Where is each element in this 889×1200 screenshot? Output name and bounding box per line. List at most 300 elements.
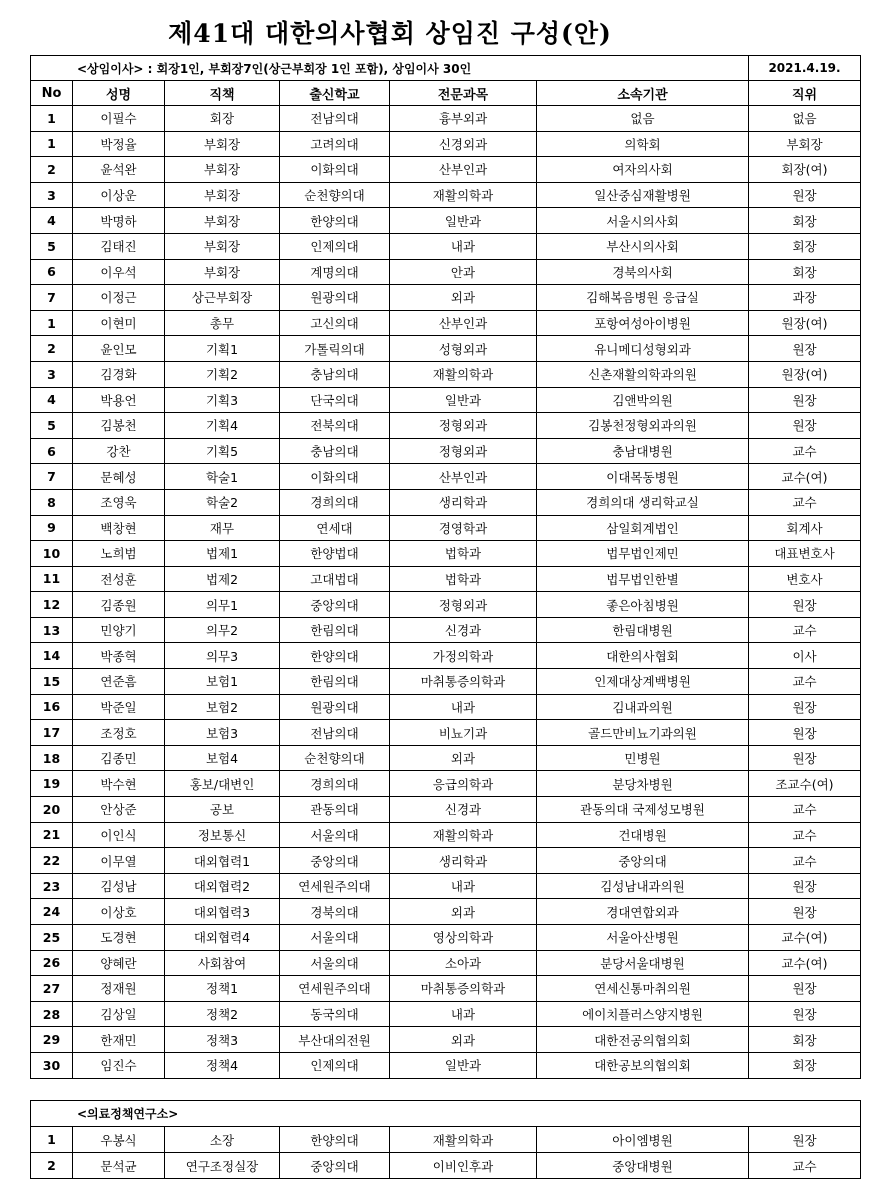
cell-school: 원광의대 [280, 285, 390, 311]
table-row [31, 1127, 861, 1153]
cell-name: 김종민 [73, 745, 165, 771]
cell-no: 27 [31, 976, 73, 1002]
cell-school: 부산대의전원 [280, 1027, 390, 1053]
cell-position: 회장 [749, 259, 861, 285]
cell-position: 대표변호사 [749, 541, 861, 567]
cell-no: 29 [31, 1027, 73, 1053]
table-row [31, 489, 861, 515]
cell-role: 기획3 [165, 387, 280, 413]
cell-role: 부회장 [165, 182, 280, 208]
cell-name: 백창현 [73, 515, 165, 541]
cell-affiliation: 건대병원 [537, 822, 749, 848]
column-header-affiliation: 소속기관 [537, 81, 749, 106]
cell-affiliation: 김봉천정형외과의원 [537, 413, 749, 439]
table-row [31, 233, 861, 259]
cell-school: 가톨릭의대 [280, 336, 390, 362]
table-row [31, 899, 861, 925]
cell-no: 26 [31, 950, 73, 976]
cell-school: 관동의대 [280, 797, 390, 823]
cell-specialty: 생리학과 [390, 489, 537, 515]
table-row [31, 566, 861, 592]
cell-specialty: 법학과 [390, 541, 537, 567]
section-title-row [31, 1101, 861, 1127]
cell-no: 1 [31, 1127, 73, 1153]
cell-no: 4 [31, 208, 73, 234]
cell-affiliation: 중앙대병원 [537, 1153, 749, 1179]
cell-specialty: 내과 [390, 873, 537, 899]
cell-position: 원장 [749, 976, 861, 1002]
cell-school: 충남의대 [280, 438, 390, 464]
cell-role: 의무1 [165, 592, 280, 618]
cell-name: 이무열 [73, 848, 165, 874]
table-row [31, 336, 861, 362]
cell-no: 7 [31, 464, 73, 490]
cell-no: 1 [31, 106, 73, 132]
cell-position: 원장 [749, 873, 861, 899]
cell-specialty: 내과 [390, 1001, 537, 1027]
table-row [31, 976, 861, 1002]
table-row [31, 873, 861, 899]
cell-name: 김상일 [73, 1001, 165, 1027]
cell-affiliation: 경대연합외과 [537, 899, 749, 925]
cell-role: 총무 [165, 310, 280, 336]
cell-school: 인제의대 [280, 1052, 390, 1078]
cell-position: 원장 [749, 899, 861, 925]
cell-name: 박정율 [73, 131, 165, 157]
cell-specialty: 신경외과 [390, 131, 537, 157]
cell-affiliation: 의학회 [537, 131, 749, 157]
cell-position: 회장 [749, 208, 861, 234]
cell-name: 안상준 [73, 797, 165, 823]
cell-no: 14 [31, 643, 73, 669]
table-row [31, 694, 861, 720]
cell-school: 연세대 [280, 515, 390, 541]
cell-name: 박수현 [73, 771, 165, 797]
table-row [31, 182, 861, 208]
cell-specialty: 가정의학과 [390, 643, 537, 669]
cell-affiliation: 부산시의사회 [537, 233, 749, 259]
cell-affiliation: 법무법인한별 [537, 566, 749, 592]
cell-role: 부회장 [165, 259, 280, 285]
cell-specialty: 산부인과 [390, 310, 537, 336]
cell-position: 교수 [749, 617, 861, 643]
cell-school: 순천향의대 [280, 182, 390, 208]
cell-affiliation: 없음 [537, 106, 749, 132]
header-row [31, 81, 861, 106]
cell-role: 기획2 [165, 361, 280, 387]
cell-no: 16 [31, 694, 73, 720]
cell-school: 원광의대 [280, 694, 390, 720]
cell-specialty: 소아과 [390, 950, 537, 976]
cell-role: 법제2 [165, 566, 280, 592]
cell-role: 부회장 [165, 131, 280, 157]
cell-no: 5 [31, 413, 73, 439]
cell-no: 4 [31, 387, 73, 413]
cell-affiliation: 중앙의대 [537, 848, 749, 874]
cell-specialty: 일반과 [390, 208, 537, 234]
cell-position: 원장 [749, 694, 861, 720]
cell-specialty: 마취통증의학과 [390, 976, 537, 1002]
cell-school: 중앙의대 [280, 848, 390, 874]
cell-name: 김종원 [73, 592, 165, 618]
cell-position: 원장(여) [749, 310, 861, 336]
cell-role: 보험1 [165, 669, 280, 695]
cell-position: 원장 [749, 413, 861, 439]
cell-affiliation: 일산중심재활병원 [537, 182, 749, 208]
cell-name: 김태진 [73, 233, 165, 259]
cell-position: 원장(여) [749, 361, 861, 387]
cell-affiliation: 대한전공의협의회 [537, 1027, 749, 1053]
cell-position: 회장 [749, 1027, 861, 1053]
cell-role: 정책3 [165, 1027, 280, 1053]
section-title: <의료정책연구소> [31, 1101, 861, 1127]
cell-name: 김봉천 [73, 413, 165, 439]
cell-role: 정책2 [165, 1001, 280, 1027]
cell-role: 의무3 [165, 643, 280, 669]
cell-affiliation: 좋은아침병원 [537, 592, 749, 618]
table-row [31, 438, 861, 464]
cell-role: 학술2 [165, 489, 280, 515]
cell-name: 박용언 [73, 387, 165, 413]
cell-affiliation: 포항여성아이병원 [537, 310, 749, 336]
cell-position: 회장(여) [749, 157, 861, 183]
cell-specialty: 재활의학과 [390, 361, 537, 387]
cell-affiliation: 분당차병원 [537, 771, 749, 797]
cell-position: 회장 [749, 233, 861, 259]
cell-no: 8 [31, 489, 73, 515]
cell-affiliation: 아이엠병원 [537, 1127, 749, 1153]
cell-role: 보험2 [165, 694, 280, 720]
table-row [31, 1153, 861, 1179]
cell-name: 연준흠 [73, 669, 165, 695]
table-row [31, 720, 861, 746]
cell-affiliation: 분당서울대병원 [537, 950, 749, 976]
cell-specialty: 산부인과 [390, 157, 537, 183]
cell-role: 소장 [165, 1127, 280, 1153]
cell-position: 원장 [749, 336, 861, 362]
cell-no: 24 [31, 899, 73, 925]
table-row [31, 310, 861, 336]
cell-position: 원장 [749, 745, 861, 771]
cell-role: 홍보/대변인 [165, 771, 280, 797]
table-row [31, 771, 861, 797]
cell-specialty: 안과 [390, 259, 537, 285]
cell-affiliation: 민병원 [537, 745, 749, 771]
cell-school: 서울의대 [280, 822, 390, 848]
cell-position: 변호사 [749, 566, 861, 592]
cell-name: 박명하 [73, 208, 165, 234]
cell-position: 회계사 [749, 515, 861, 541]
cell-name: 이상운 [73, 182, 165, 208]
column-header-specialty: 전문과목 [390, 81, 537, 106]
cell-position: 교수(여) [749, 464, 861, 490]
cell-name: 김경화 [73, 361, 165, 387]
cell-name: 윤석완 [73, 157, 165, 183]
cell-no: 11 [31, 566, 73, 592]
cell-school: 연세원주의대 [280, 976, 390, 1002]
cell-school: 경희의대 [280, 771, 390, 797]
table-row [31, 1027, 861, 1053]
info-row [31, 56, 861, 81]
table-row [31, 1052, 861, 1078]
cell-no: 2 [31, 157, 73, 183]
cell-no: 28 [31, 1001, 73, 1027]
cell-position: 교수 [749, 797, 861, 823]
cell-role: 부회장 [165, 157, 280, 183]
officers-table [30, 55, 861, 1079]
cell-no: 2 [31, 336, 73, 362]
cell-affiliation: 연세신통마취의원 [537, 976, 749, 1002]
cell-no: 10 [31, 541, 73, 567]
table-row [31, 157, 861, 183]
cell-name: 정재원 [73, 976, 165, 1002]
policy-institute-table [30, 1100, 861, 1179]
cell-school: 한양의대 [280, 208, 390, 234]
cell-no: 23 [31, 873, 73, 899]
cell-name: 전성훈 [73, 566, 165, 592]
cell-specialty: 정형외과 [390, 438, 537, 464]
cell-no: 18 [31, 745, 73, 771]
cell-affiliation: 충남대병원 [537, 438, 749, 464]
table-row [31, 1001, 861, 1027]
cell-name: 이필수 [73, 106, 165, 132]
cell-affiliation: 김내과의원 [537, 694, 749, 720]
cell-name: 문석균 [73, 1153, 165, 1179]
cell-name: 민양기 [73, 617, 165, 643]
cell-specialty: 법학과 [390, 566, 537, 592]
cell-no: 19 [31, 771, 73, 797]
cell-specialty: 재활의학과 [390, 822, 537, 848]
cell-name: 도경현 [73, 925, 165, 951]
cell-name: 강찬 [73, 438, 165, 464]
cell-name: 이상호 [73, 899, 165, 925]
table-row [31, 669, 861, 695]
cell-position: 회장 [749, 1052, 861, 1078]
cell-role: 학술1 [165, 464, 280, 490]
cell-no: 22 [31, 848, 73, 874]
cell-affiliation: 유니메디성형외과 [537, 336, 749, 362]
cell-specialty: 외과 [390, 285, 537, 311]
cell-position: 교수 [749, 848, 861, 874]
table-row [31, 925, 861, 951]
cell-position: 없음 [749, 106, 861, 132]
table-row [31, 285, 861, 311]
cell-school: 중앙의대 [280, 1153, 390, 1179]
cell-specialty: 정형외과 [390, 592, 537, 618]
cell-specialty: 이비인후과 [390, 1153, 537, 1179]
cell-role: 재무 [165, 515, 280, 541]
cell-name: 문혜성 [73, 464, 165, 490]
cell-specialty: 외과 [390, 899, 537, 925]
cell-school: 고려의대 [280, 131, 390, 157]
cell-specialty: 일반과 [390, 1052, 537, 1078]
cell-affiliation: 경희의대 생리학교실 [537, 489, 749, 515]
cell-specialty: 정형외과 [390, 413, 537, 439]
cell-role: 연구조정실장 [165, 1153, 280, 1179]
table-row [31, 464, 861, 490]
document-title: 제41대 대한의사협회 상임진 구성(안) [168, 19, 612, 48]
cell-school: 서울의대 [280, 950, 390, 976]
cell-school: 경희의대 [280, 489, 390, 515]
cell-affiliation: 관동의대 국제성모병원 [537, 797, 749, 823]
cell-no: 17 [31, 720, 73, 746]
table-row [31, 515, 861, 541]
column-header-name: 성명 [73, 81, 165, 106]
cell-role: 정보통신 [165, 822, 280, 848]
cell-role: 의무2 [165, 617, 280, 643]
cell-position: 교수(여) [749, 950, 861, 976]
cell-position: 교수 [749, 489, 861, 515]
table-row [31, 131, 861, 157]
cell-role: 정책4 [165, 1052, 280, 1078]
cell-no: 1 [31, 310, 73, 336]
cell-name: 노희범 [73, 541, 165, 567]
cell-no: 2 [31, 1153, 73, 1179]
cell-specialty: 비뇨기과 [390, 720, 537, 746]
cell-affiliation: 삼일회계법인 [537, 515, 749, 541]
cell-position: 과장 [749, 285, 861, 311]
cell-affiliation: 여자의사회 [537, 157, 749, 183]
cell-role: 대외협력3 [165, 899, 280, 925]
cell-school: 한양의대 [280, 643, 390, 669]
cell-affiliation: 서울아산병원 [537, 925, 749, 951]
cell-school: 한양의대 [280, 1127, 390, 1153]
policy-institute-table-body [31, 1127, 861, 1179]
cell-role: 보험4 [165, 745, 280, 771]
table-row [31, 617, 861, 643]
column-header-position: 직위 [749, 81, 861, 106]
cell-position: 교수 [749, 669, 861, 695]
table-row [31, 745, 861, 771]
cell-affiliation: 김앤박의원 [537, 387, 749, 413]
cell-specialty: 신경과 [390, 617, 537, 643]
cell-position: 부회장 [749, 131, 861, 157]
column-header-role: 직책 [165, 81, 280, 106]
table-row [31, 361, 861, 387]
cell-specialty: 신경과 [390, 797, 537, 823]
cell-school: 이화의대 [280, 464, 390, 490]
cell-school: 연세원주의대 [280, 873, 390, 899]
cell-school: 한양법대 [280, 541, 390, 567]
cell-school: 단국의대 [280, 387, 390, 413]
cell-no: 20 [31, 797, 73, 823]
cell-no: 13 [31, 617, 73, 643]
cell-role: 부회장 [165, 208, 280, 234]
cell-position: 조교수(여) [749, 771, 861, 797]
table-row [31, 541, 861, 567]
table-row [31, 592, 861, 618]
cell-name: 박준일 [73, 694, 165, 720]
cell-name: 박종혁 [73, 643, 165, 669]
cell-position: 교수(여) [749, 925, 861, 951]
cell-no: 6 [31, 259, 73, 285]
cell-school: 고대법대 [280, 566, 390, 592]
cell-affiliation: 골드만비뇨기과의원 [537, 720, 749, 746]
cell-no: 30 [31, 1052, 73, 1078]
cell-position: 원장 [749, 720, 861, 746]
table-row [31, 106, 861, 132]
cell-affiliation: 대한공보의협의회 [537, 1052, 749, 1078]
cell-role: 기획4 [165, 413, 280, 439]
cell-name: 이우석 [73, 259, 165, 285]
cell-no: 9 [31, 515, 73, 541]
cell-no: 21 [31, 822, 73, 848]
cell-specialty: 내과 [390, 233, 537, 259]
table-row [31, 822, 861, 848]
cell-affiliation: 경북의사회 [537, 259, 749, 285]
cell-role: 보험3 [165, 720, 280, 746]
cell-specialty: 생리학과 [390, 848, 537, 874]
cell-role: 법제1 [165, 541, 280, 567]
cell-position: 이사 [749, 643, 861, 669]
cell-affiliation: 이대목동병원 [537, 464, 749, 490]
cell-affiliation: 대한의사협회 [537, 643, 749, 669]
cell-position: 교수 [749, 1153, 861, 1179]
cell-role: 부회장 [165, 233, 280, 259]
cell-position: 교수 [749, 822, 861, 848]
table-row [31, 413, 861, 439]
composition-summary: <상임이사> : 회장1인, 부회장7인(상근부회장 1인 포함), 상임이사 30인 [31, 56, 749, 81]
table-row [31, 208, 861, 234]
cell-school: 전남의대 [280, 106, 390, 132]
column-header-no: No [31, 81, 73, 106]
table-row [31, 950, 861, 976]
cell-school: 전남의대 [280, 720, 390, 746]
cell-affiliation: 김성남내과의원 [537, 873, 749, 899]
cell-name: 이정근 [73, 285, 165, 311]
cell-name: 이현미 [73, 310, 165, 336]
cell-position: 교수 [749, 438, 861, 464]
cell-affiliation: 인제대상계백병원 [537, 669, 749, 695]
cell-role: 기획5 [165, 438, 280, 464]
cell-name: 우봉식 [73, 1127, 165, 1153]
cell-specialty: 마취통증의학과 [390, 669, 537, 695]
cell-position: 원장 [749, 182, 861, 208]
cell-affiliation: 법무법인제민 [537, 541, 749, 567]
cell-name: 윤인모 [73, 336, 165, 362]
cell-no: 7 [31, 285, 73, 311]
cell-position: 원장 [749, 1001, 861, 1027]
cell-no: 12 [31, 592, 73, 618]
cell-school: 중앙의대 [280, 592, 390, 618]
table-row [31, 643, 861, 669]
cell-no: 3 [31, 361, 73, 387]
cell-position: 원장 [749, 387, 861, 413]
cell-affiliation: 신촌재활의학과의원 [537, 361, 749, 387]
cell-role: 상근부회장 [165, 285, 280, 311]
cell-role: 대외협력4 [165, 925, 280, 951]
cell-school: 서울의대 [280, 925, 390, 951]
cell-affiliation: 서울시의사회 [537, 208, 749, 234]
cell-role: 정책1 [165, 976, 280, 1002]
cell-affiliation: 에이치플러스양지병원 [537, 1001, 749, 1027]
cell-no: 1 [31, 131, 73, 157]
cell-specialty: 외과 [390, 745, 537, 771]
table-row [31, 387, 861, 413]
cell-position: 원장 [749, 1127, 861, 1153]
cell-name: 조정호 [73, 720, 165, 746]
table-row [31, 848, 861, 874]
cell-name: 양혜란 [73, 950, 165, 976]
column-header-school: 출신학교 [280, 81, 390, 106]
cell-school: 계명의대 [280, 259, 390, 285]
table-row [31, 259, 861, 285]
cell-school: 동국의대 [280, 1001, 390, 1027]
cell-specialty: 산부인과 [390, 464, 537, 490]
cell-name: 이인식 [73, 822, 165, 848]
cell-specialty: 외과 [390, 1027, 537, 1053]
cell-role: 회장 [165, 106, 280, 132]
